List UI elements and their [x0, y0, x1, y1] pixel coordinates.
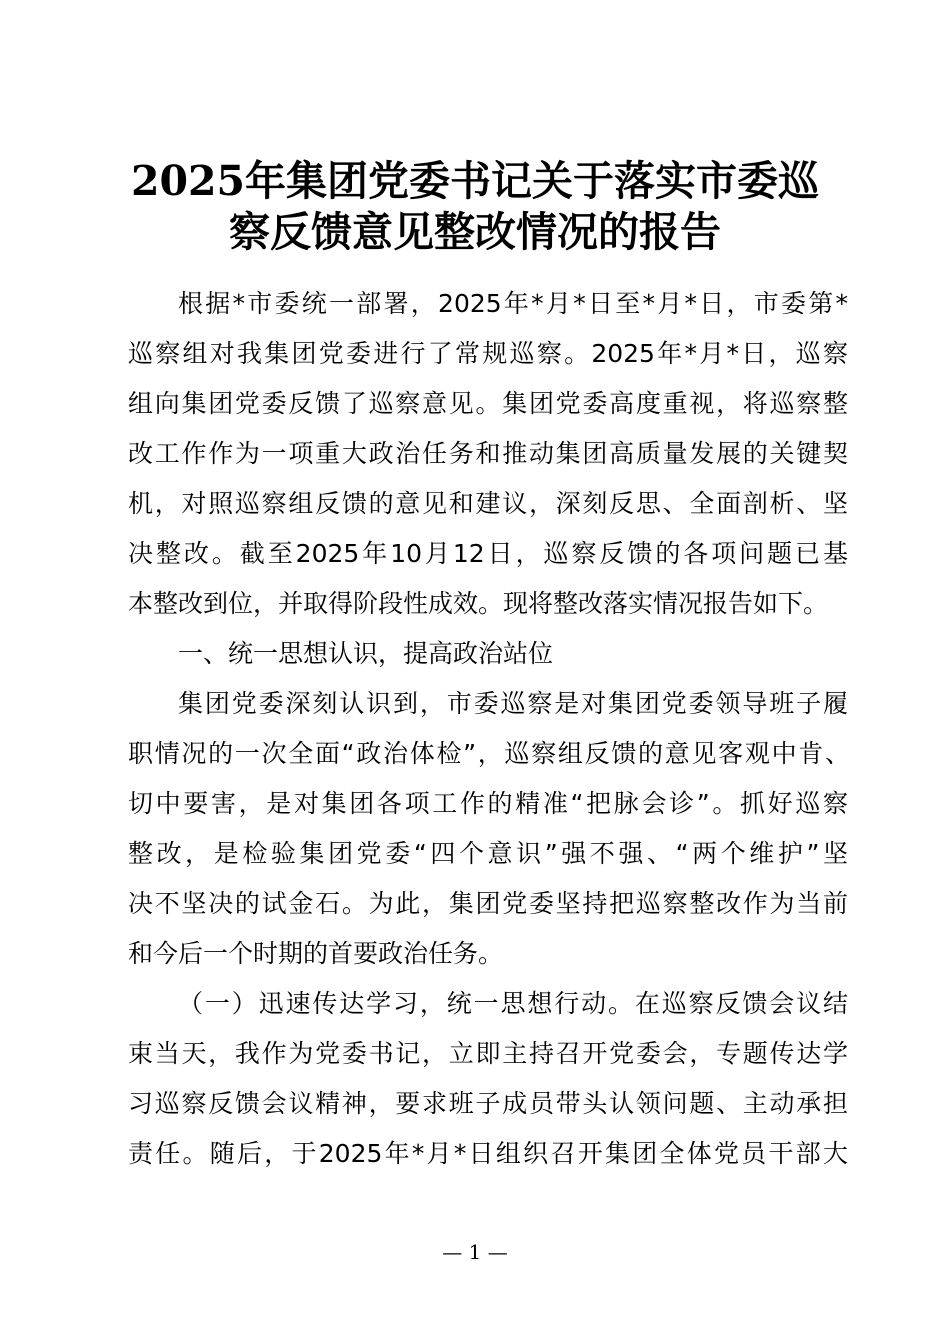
- intro-line-6: 决整改。截至2025年10月12日，巡察反馈的各项问题已基: [128, 539, 848, 568]
- subsection-1-line-4: 责任。随后，于2025年*月*日组织召开集团全体党员干部大: [128, 1139, 848, 1168]
- intro-line-4: 改工作作为一项重大政治任务和推动集团高质量发展的关键契: [128, 439, 848, 468]
- intro-line-1: 根据*市委统一部署，2025年*月*日至*月*日，市委第*: [178, 289, 848, 318]
- intro-line-7: 本整改到位，并取得阶段性成效。现将整改落实情况报告如下。: [128, 589, 829, 618]
- intro-line-5: 机，对照巡察组反馈的意见和建议，深刻反思、全面剖析、坚: [128, 489, 848, 518]
- subsection-1-line-2: 束当天，我作为党委书记，立即主持召开党委会，专题传达学: [128, 1039, 848, 1068]
- section-1-line-3: 切中要害，是对集团各项工作的精准“把脉会诊”。抓好巡察: [128, 789, 848, 818]
- section-1-line-5: 决不坚决的试金石。为此，集团党委坚持把巡察整改作为当前: [128, 889, 848, 918]
- section-1-line-2: 职情况的一次全面“政治体检”，巡察组反馈的意见客观中肯、: [128, 739, 850, 768]
- section-1-line-1: 集团党委深刻认识到，市委巡察是对集团党委领导班子履: [178, 689, 848, 718]
- page-number: — 1 —: [442, 1240, 508, 1264]
- section-1-heading: 一、统一思想认识，提高政治站位: [178, 639, 554, 668]
- document-title-line-1: 2025年集团党委书记关于落实市委巡: [130, 157, 820, 205]
- section-1-line-4: 整改，是检验集团党委“四个意识”强不强、“两个维护”坚: [128, 839, 848, 868]
- intro-line-3: 组向集团党委反馈了巡察意见。集团党委高度重视，将巡察整: [128, 389, 848, 418]
- subsection-1-line-1: （一）迅速传达学习，统一思想行动。在巡察反馈会议结: [178, 989, 848, 1018]
- subsection-1-line-3: 习巡察反馈会议精神，要求班子成员带头认领问题、主动承担: [128, 1089, 848, 1118]
- intro-line-2: 巡察组对我集团党委进行了常规巡察。2025年*月*日，巡察: [128, 339, 848, 368]
- document-title-line-2: 察反馈意见整改情况的报告: [229, 208, 721, 256]
- section-1-line-6: 和今后一个时期的首要政治任务。: [128, 939, 504, 968]
